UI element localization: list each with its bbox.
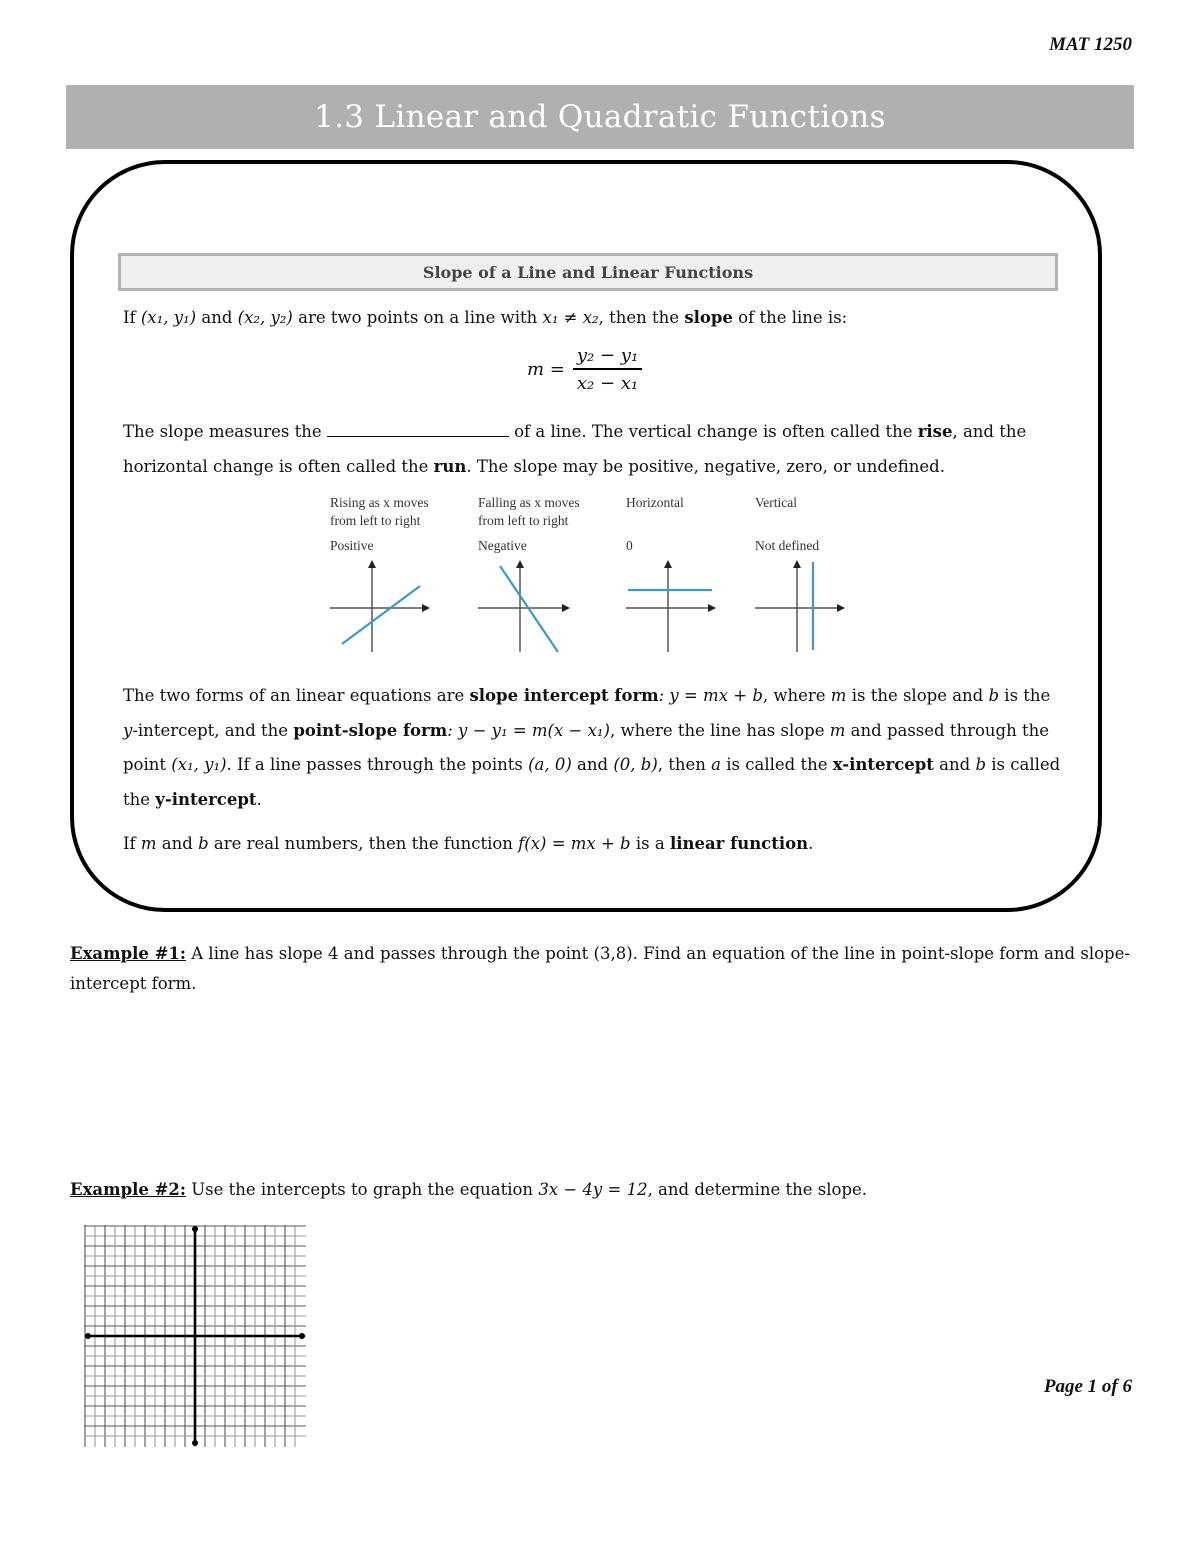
math-point-2: (x₂, y₂) <box>237 308 293 327</box>
math: y <box>123 720 133 740</box>
text: . If a line passes through the points <box>226 755 529 774</box>
text: is the <box>999 686 1051 705</box>
term-linear-function: linear function <box>669 834 809 853</box>
math: m <box>140 834 157 853</box>
math: b <box>198 834 209 853</box>
text: If <box>123 834 141 853</box>
text: and <box>156 834 199 853</box>
math: (x₁, y₁) <box>171 755 227 774</box>
text: , then <box>657 755 712 774</box>
example-equation: 3x − 4y = 12 <box>538 1180 648 1199</box>
text: of the line is: <box>732 308 848 327</box>
slope-kind: Positive <box>330 538 374 553</box>
term-y-intercept: y-intercept <box>155 789 257 809</box>
slope-kind: Negative <box>478 538 527 553</box>
example-1 <box>70 939 1130 999</box>
text: , where the line has slope <box>609 720 830 740</box>
coordinate-grid[interactable] <box>84 1225 306 1447</box>
panel-vertical <box>755 494 895 659</box>
text: , then the <box>598 308 685 327</box>
text: , and the horizontal change is often called the <box>123 422 1027 476</box>
panel-horizontal <box>626 494 766 659</box>
math: m <box>830 686 847 705</box>
text: is called the <box>123 755 1061 809</box>
math: (0, b) <box>613 755 658 774</box>
slope-types-figure <box>318 494 858 659</box>
text: -intercept, and the <box>132 720 294 740</box>
formula-numerator: y₂ − y₁ <box>573 345 642 370</box>
text: is a <box>630 834 670 853</box>
text: . <box>808 834 814 853</box>
example-2 <box>70 1175 1130 1205</box>
text: If <box>123 308 141 327</box>
linear-function-definition <box>123 827 1063 862</box>
math: b <box>988 686 1000 705</box>
text: of a line. The vertical change is often called the <box>508 422 918 441</box>
math: b <box>975 755 987 774</box>
math: : y = mx + b <box>658 686 763 705</box>
formula-fraction <box>573 345 642 394</box>
slope-definition <box>123 301 1063 336</box>
negative-slope-graph-icon <box>478 556 588 656</box>
text: are two points on a line with <box>292 308 543 327</box>
math-condition: x₁ ≠ x₂ <box>542 308 599 327</box>
text: and <box>196 308 238 327</box>
course-code: MAT 1250 <box>1049 34 1132 55</box>
linear-forms-paragraph <box>123 679 1063 817</box>
text: , where <box>762 686 831 705</box>
text: . The slope may be positive, negative, zero, or undefined. <box>466 456 945 476</box>
caption: from left to right <box>478 513 569 528</box>
formula-lhs: m = <box>527 359 565 380</box>
page-title: 1.3 Linear and Quadratic Functions <box>314 99 886 135</box>
caption: from left to right <box>330 513 421 528</box>
panel-positive <box>330 494 470 659</box>
section-heading <box>118 253 1058 291</box>
graph-grid-icon <box>84 1225 306 1447</box>
slope-kind: 0 <box>626 538 633 553</box>
caption: Horizontal <box>626 495 684 510</box>
text: are real numbers, then the function <box>208 834 519 853</box>
math: (a, 0) <box>528 755 572 774</box>
panel-negative <box>478 494 618 659</box>
example-label: Example #1: <box>70 944 187 963</box>
example-text: A line has slope 4 and passes through the point (3,8). Find an equation of the line in point-slope form and slope-intercept form. <box>70 944 1130 993</box>
math: f(x) = mx + b <box>518 834 631 853</box>
undefined-slope-graph-icon <box>755 556 865 656</box>
math-point-1: (x₁, y₁) <box>140 308 197 327</box>
text: The two forms of an linear equations are <box>123 686 470 705</box>
term-point-slope-form: point-slope form <box>293 720 448 740</box>
text: The slope measures the <box>123 422 327 441</box>
fill-in-blank <box>327 420 509 437</box>
math: m <box>829 720 846 740</box>
math: : y − y₁ = m(x − x₁) <box>447 720 610 740</box>
text: . <box>256 789 262 809</box>
term-x-intercept: x-intercept <box>832 755 934 774</box>
section-heading-text: Slope of a Line and Linear Functions <box>422 262 754 282</box>
page-title-bar <box>66 85 1134 149</box>
term-rise: rise <box>917 422 953 441</box>
caption: Rising as x moves <box>330 495 429 510</box>
slope-formula <box>527 345 642 394</box>
term-slope: slope <box>684 308 733 327</box>
text: is called the <box>721 755 833 774</box>
example-label: Example #2: <box>70 1180 187 1199</box>
text: and <box>933 755 976 774</box>
text: and passed through the point <box>123 720 1050 774</box>
positive-slope-graph-icon <box>330 556 440 656</box>
text: is the slope and <box>846 686 989 705</box>
text: and <box>571 755 614 774</box>
term-slope-intercept-form: slope intercept form <box>469 686 659 705</box>
term-run: run <box>433 456 467 476</box>
zero-slope-graph-icon <box>626 556 736 656</box>
page-number: Page 1 of 6 <box>1043 1376 1132 1397</box>
example-text: , and determine the slope. <box>647 1180 868 1199</box>
caption: Vertical <box>755 495 797 510</box>
math: a <box>711 755 722 774</box>
slope-measure-paragraph <box>123 415 1063 484</box>
formula-denominator: x₂ − x₁ <box>576 373 639 394</box>
caption: Falling as x moves <box>478 495 580 510</box>
slope-kind: Not defined <box>755 538 820 553</box>
example-text: Use the intercepts to graph the equation <box>186 1180 539 1199</box>
